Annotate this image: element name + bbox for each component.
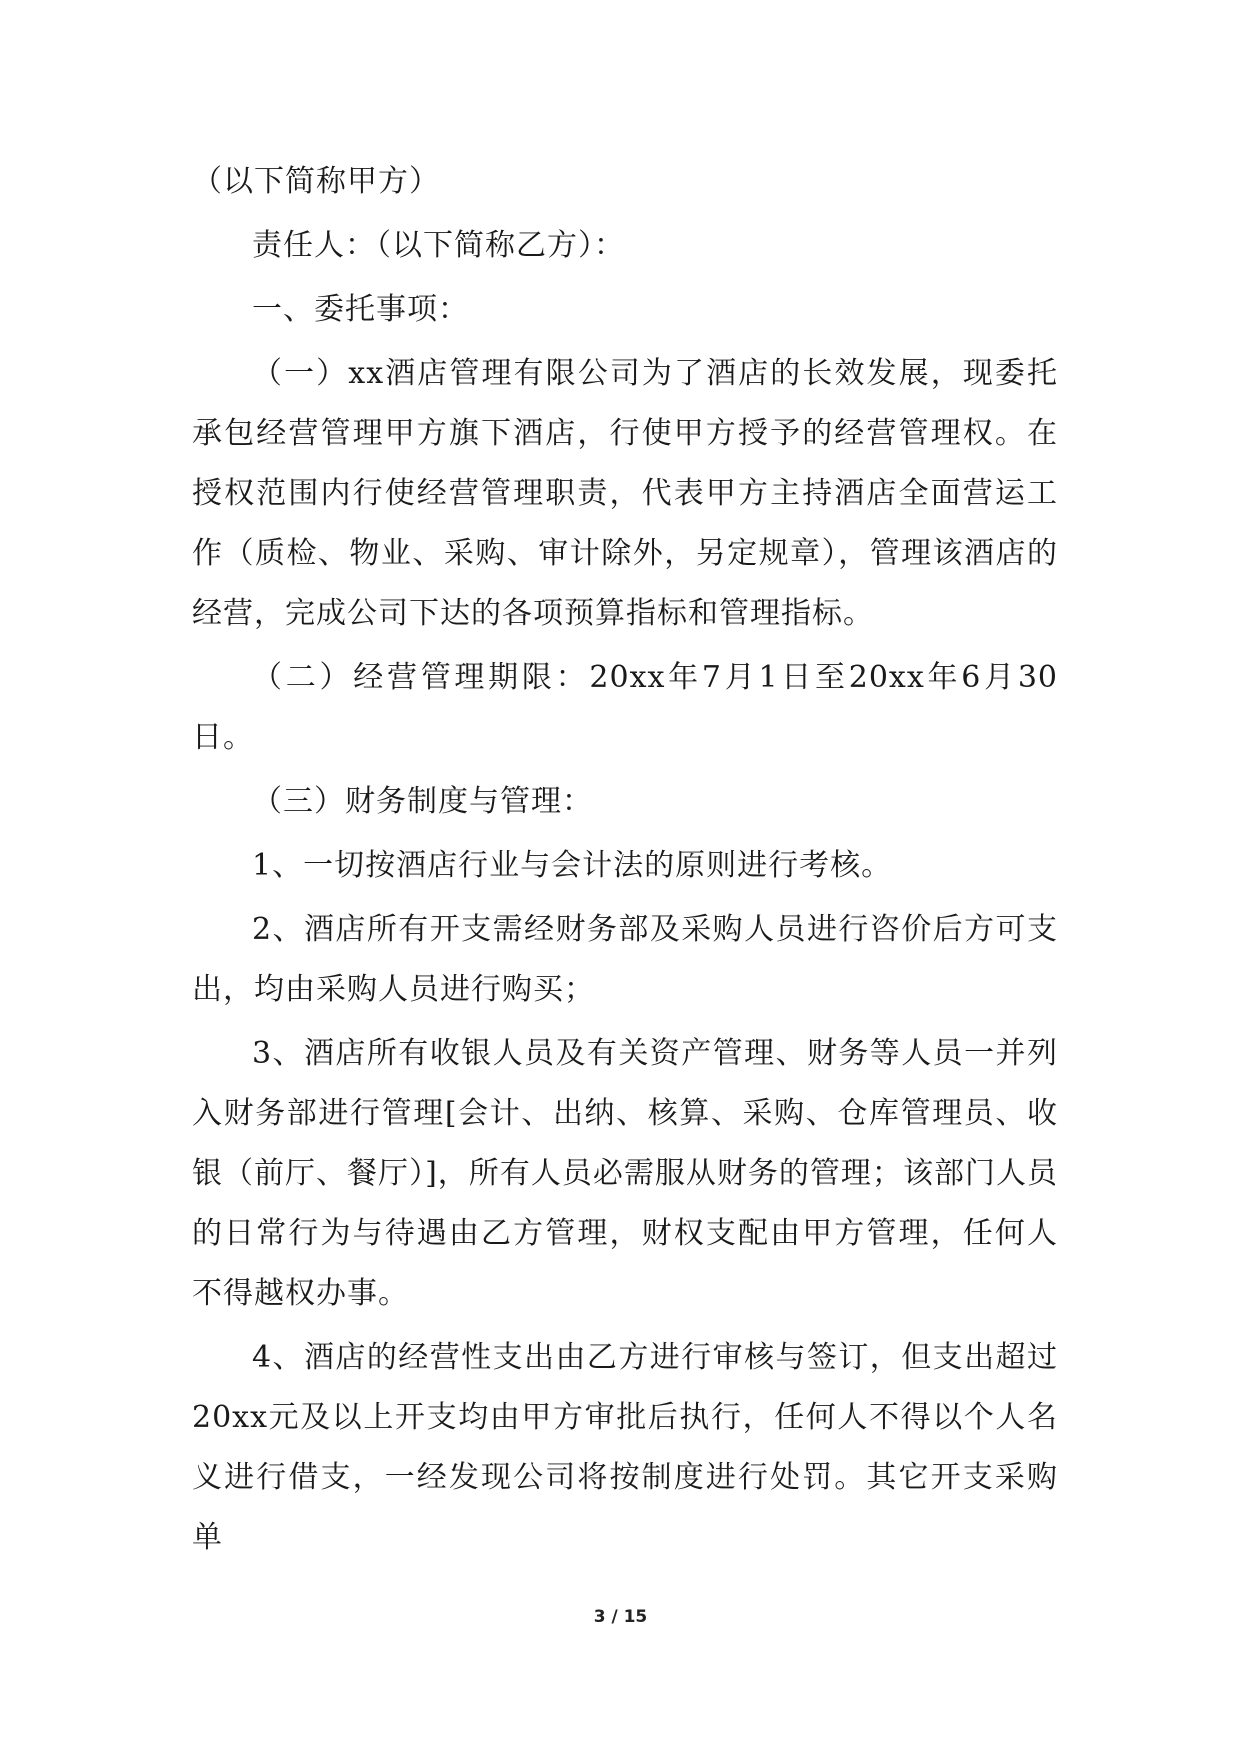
- document-body: [192, 152, 1058, 1572]
- page-number: 3 / 15: [593, 1607, 648, 1627]
- paragraph-responsible-person: 责任人：（以下简称乙方）：: [252, 228, 625, 263]
- paragraph-party-a: （以下简称甲方）: [192, 164, 440, 199]
- paragraph-item-2: 2、酒店所有开支需经财务部及采购人员进行咨价后方可支出，均由采购人员进行购买；: [192, 912, 1058, 1007]
- paragraph-clause-1: （一）xx酒店管理有限公司为了酒店的长效发展，现委托承包经营管理甲方旗下酒店，行使甲方授予的经营管理权。在授权范围内行使经营管理职责，代表甲方主持酒店全面营运工作（质检、物业、采购、审计除外，另定规章），管理该酒店的经营，完成公司下达的各项预算指标和管理指标。: [192, 356, 1058, 631]
- paragraph-clause-2: （二）经营管理期限：20xx年7月1日至20xx年6月30日。: [192, 660, 1058, 755]
- paragraph-item-3: 3、酒店所有收银人员及有关资产管理、财务等人员一并列入财务部进行管理[会计、出纳、核算、采购、仓库管理员、收银（前厅、餐厅）]，所有人员必需服从财务的管理；该部门人员的日常行为与待遇由乙方管理，财权支配由甲方管理，任何人不得越权办事。: [192, 1036, 1058, 1311]
- paragraph-clause-3-heading: （三）财务制度与管理：: [252, 784, 593, 819]
- section-heading-entrusted-matters: 一、委托事项：: [252, 292, 469, 327]
- paragraph-item-1: 1、一切按酒店行业与会计法的原则进行考核。: [252, 848, 893, 883]
- paragraph-item-4: 4、酒店的经营性支出由乙方进行审核与签订，但支出超过20xx元及以上开支均由甲方审批后执行，任何人不得以个人名义进行借支，一经发现公司将按制度进行处罚。其它开支采购单: [192, 1340, 1058, 1555]
